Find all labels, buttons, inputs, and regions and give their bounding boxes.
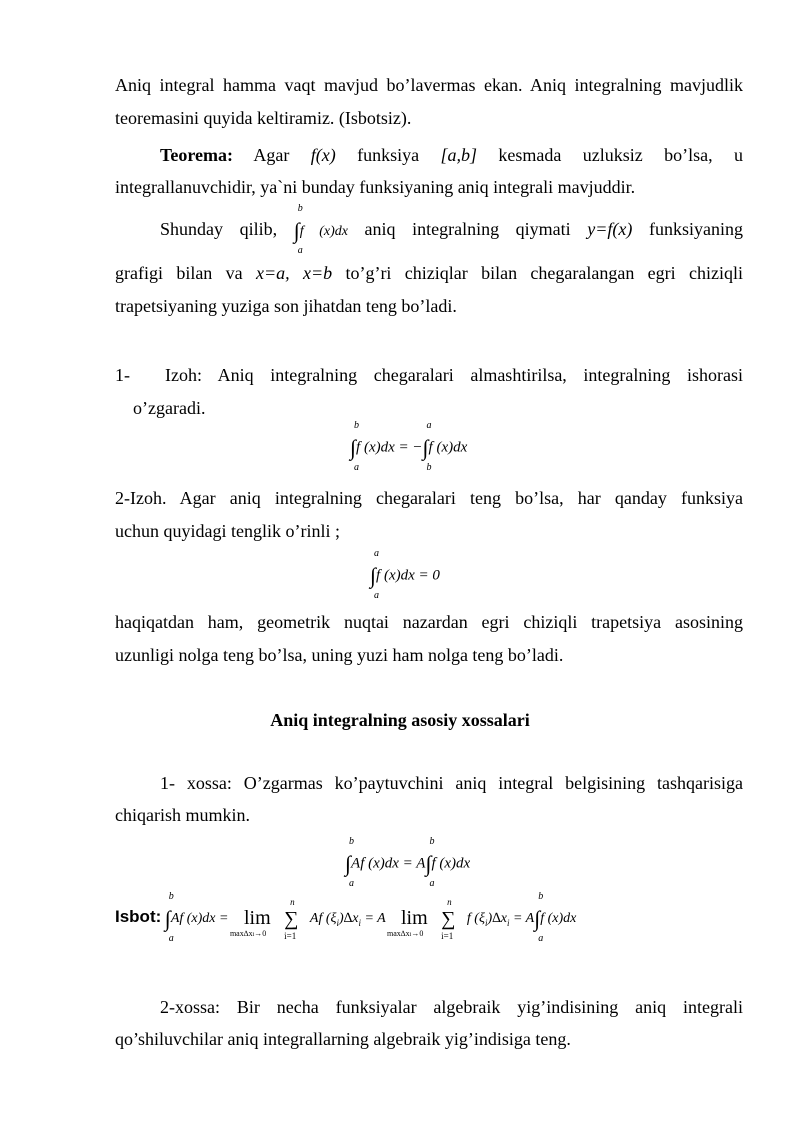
shunday-text-b: aniq integralning qiymati bbox=[347, 219, 588, 239]
theorem-text-b: funksiya bbox=[335, 145, 441, 165]
intro-line-2: teoremasini quyida keltiramiz. (Isbotsiz). bbox=[115, 108, 412, 128]
isbot-formula bbox=[115, 890, 577, 944]
integral-upper-limit: a bbox=[374, 548, 379, 559]
limit-operator bbox=[386, 907, 428, 939]
shunday-xa: x=a, bbox=[255, 263, 290, 283]
shunday-text-a: Shunday qilib, bbox=[160, 219, 294, 239]
shunday-text-c: funksiyaning bbox=[632, 219, 743, 239]
integral-lower-limit: a bbox=[429, 878, 435, 889]
isbot-term-3c: = A bbox=[509, 911, 535, 926]
integral-lower-limit: a bbox=[168, 932, 174, 944]
integral-upper-limit: b bbox=[297, 202, 303, 214]
shunday-line2-a: grafigi bilan va bbox=[115, 263, 256, 283]
sum-upper-limit: n bbox=[290, 896, 295, 907]
sum-sign: ∑ n i=1 bbox=[441, 896, 456, 941]
integral-lower-limit: b bbox=[426, 462, 432, 473]
integral-sign: ∫ b a bbox=[164, 890, 174, 944]
limit-operator bbox=[229, 907, 271, 939]
integral-sign: ∫ b a bbox=[293, 202, 303, 256]
isbot-term-4: f (x)dx bbox=[540, 911, 577, 926]
shunday-line-1 bbox=[115, 202, 743, 256]
integral-lower-limit: a bbox=[374, 590, 379, 601]
izoh1-number: 1- bbox=[115, 365, 130, 385]
intro-line-1: Aniq integral hamma vaqt mavjud bo’lavermas ekan. Aniq integralning mavjudlik bbox=[115, 75, 743, 95]
integral-upper-limit: b bbox=[349, 836, 354, 847]
shunday-line-3: trapetsiyaning yuziga son jihatdan teng bo’ladi. bbox=[115, 296, 457, 316]
isbot-term-2b: )∆x bbox=[339, 911, 359, 926]
theorem-text-a: Agar bbox=[232, 145, 311, 165]
sum-lower-limit: i=1 bbox=[441, 930, 454, 941]
integral-lower-limit: a bbox=[349, 878, 354, 889]
haqiqatdan-line-1: haqiqatdan ham, geometrik nuqtai nazardan egri chiziqli trapetsiya asosining bbox=[115, 612, 743, 632]
isbot-term-2c: = A bbox=[360, 911, 386, 926]
subscript-i: i bbox=[336, 917, 340, 928]
integral-lower-limit: a bbox=[538, 932, 544, 944]
integral-sign: ∫ b a bbox=[345, 836, 354, 889]
integral-upper-limit: b bbox=[354, 420, 359, 431]
subscript-i: i bbox=[506, 917, 510, 928]
xossa1-line-2: chiqarish mumkin. bbox=[115, 805, 250, 825]
sum-lower-limit: i=1 bbox=[284, 930, 297, 941]
shunday-line2-c: to’g’ri chiziqlar bilan chegaralangan egri chiziqli bbox=[332, 263, 743, 283]
sum-sign: ∑ n i=1 bbox=[284, 896, 299, 941]
isbot-term-2: Af (ξ bbox=[309, 911, 337, 926]
integral-upper-limit: a bbox=[426, 420, 432, 431]
shunday-xb: x=b bbox=[302, 263, 333, 283]
izoh1-line-2: o’zgaradi. bbox=[133, 398, 206, 418]
shunday-line-2 bbox=[115, 258, 743, 288]
subscript-i: i bbox=[358, 917, 361, 928]
izoh2-formula-body: f (x)dx = 0 bbox=[376, 567, 440, 584]
haqiqatdan-line-2: uzunligi nolga teng bo’lsa, uning yuzi ham nolga teng bo’ladi. bbox=[115, 645, 564, 665]
theorem-text-c: kesmada uzluksiz bo’lsa, u bbox=[477, 145, 743, 165]
isbot-term-3: f (ξ bbox=[466, 911, 485, 926]
xossa2-line-2: qo’shiluvchilar aniq integrallarning algebraik yig’indisiga teng. bbox=[115, 1029, 571, 1049]
shunday-yfx: y=f(x) bbox=[587, 219, 633, 239]
isbot-term-3b: )∆x bbox=[487, 911, 507, 926]
theorem-interval: [a,b] bbox=[440, 145, 478, 165]
limit-label: lim bbox=[400, 907, 428, 930]
limit-subscript: max∆xi→0 bbox=[229, 929, 267, 939]
limit-label: lim bbox=[243, 907, 271, 930]
integral-upper-limit: b bbox=[429, 836, 435, 847]
xossa1-formula bbox=[345, 836, 471, 889]
integral-lower-limit: a bbox=[354, 462, 359, 473]
izoh1-line-1: Izoh: Aniq integralning chegaralari almashtirilsa, integralning ishorasi bbox=[165, 365, 743, 385]
shunday-line2-b bbox=[290, 263, 303, 283]
integral-sign: ∫ b a bbox=[425, 836, 435, 889]
section-heading: Aniq integralning asosiy xossalari bbox=[270, 710, 530, 730]
integral-body: f (x)dx bbox=[299, 224, 348, 239]
izoh2-line-1: 2-Izoh. Agar aniq integralning chegaralari teng bo’lsa, har qanday funksiya bbox=[115, 488, 743, 508]
theorem-line-1 bbox=[115, 140, 743, 170]
theorem-line-2: integrallanuvchidir, ya`ni bunday funksiyaning aniq integrali mavjuddir. bbox=[115, 177, 636, 197]
izoh2-line-2: uchun quyidagi tenglik o’rinli ; bbox=[115, 521, 340, 541]
integral-upper-limit: b bbox=[168, 890, 174, 902]
integral-sign: ∫ a b bbox=[422, 420, 432, 473]
integral-sign: ∫ b a bbox=[534, 890, 544, 944]
integral-lower-limit: a bbox=[297, 244, 303, 256]
limit-subscript: max∆xi→0 bbox=[386, 929, 424, 939]
sum-upper-limit: n bbox=[447, 896, 452, 907]
izoh1-formula-rhs: f (x)dx bbox=[428, 439, 468, 456]
xossa1-line-1: 1- xossa: O’zgarmas ko’paytuvchini aniq integral belgisining tashqarisiga bbox=[160, 773, 743, 793]
theorem-label: Teorema: bbox=[160, 145, 233, 165]
theorem-fx: f(x) bbox=[310, 145, 336, 165]
xossa1-formula-lhs: Af (x)dx = A bbox=[351, 855, 426, 872]
subscript-i: i bbox=[484, 917, 488, 928]
isbot-label: Isbot: bbox=[115, 907, 162, 926]
xossa2-line-1: 2-xossa: Bir necha funksiyalar algebraik yig’indisining aniq integrali bbox=[160, 997, 743, 1017]
isbot-term-1: Af (x)dx = bbox=[170, 911, 229, 926]
xossa1-formula-rhs: f (x)dx bbox=[431, 855, 471, 872]
izoh1-formula bbox=[350, 420, 468, 473]
izoh1-formula-lhs: f (x)dx = − bbox=[356, 439, 423, 456]
integral-sign: ∫ a a bbox=[370, 548, 379, 601]
integral-sign: ∫ b a bbox=[350, 420, 359, 473]
izoh2-formula bbox=[370, 548, 440, 601]
integral-upper-limit: b bbox=[538, 890, 544, 902]
